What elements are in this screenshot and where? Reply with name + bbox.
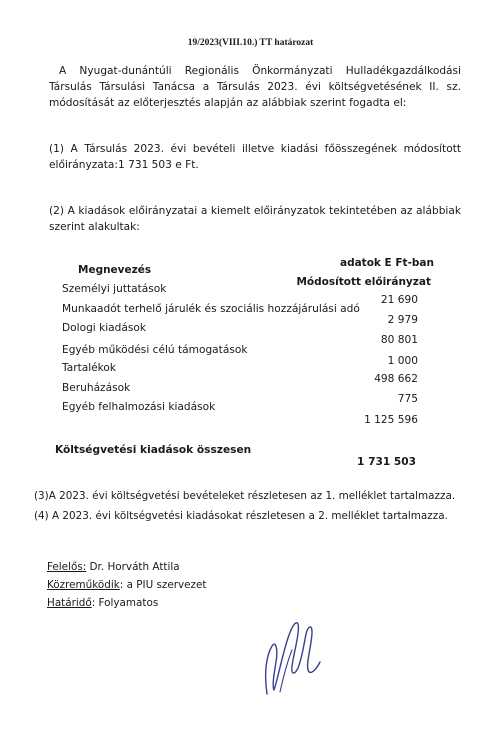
document-title: 19/2023(VIII.10.) TT határozat: [187, 38, 314, 48]
table-row-label: Tartalékok: [62, 362, 117, 374]
table-row-label: Egyéb felhalmozási kiadások: [62, 401, 216, 413]
deadline-line: [47, 597, 158, 609]
signature: [258, 604, 328, 696]
table-header-name: Megnevezés: [78, 264, 152, 276]
table-row-label: Személyi juttatások: [62, 283, 167, 295]
table-row-value: 498 662: [374, 373, 418, 385]
responsible-line: [47, 561, 180, 573]
table-header-value: Módosított előirányzat: [296, 276, 431, 288]
cooperator-line: [47, 579, 206, 591]
table-row-value: 2 979: [387, 314, 418, 326]
responsible-label: Felelős:: [47, 561, 87, 573]
table-row-value: 21 690: [380, 294, 418, 306]
table-row-label: Dologi kiadások: [62, 322, 147, 334]
table-row-label: Beruházások: [62, 382, 131, 394]
deadline-label: Határidő: [47, 597, 92, 609]
cooperator-value: : a PIU szervezet: [119, 579, 207, 591]
deadline-value: : Folyamatos: [91, 597, 159, 609]
table-row-label: Egyéb működési célú támogatások: [62, 344, 248, 356]
responsible-value: Dr. Horváth Attila: [86, 561, 180, 573]
table-row-value: 775: [397, 393, 418, 405]
point-1-paragraph: (1) A Társulás 2023. évi bevételi illetve kiadási főösszegének módosított előirányzata:1 731 503 e Ft.: [49, 143, 461, 171]
cooperator-label: Közreműködik: [47, 579, 120, 591]
point-4-paragraph: (4) A 2023. évi költségvetési kiadásokat részletesen a 2. melléklet tartalmazza.: [34, 510, 448, 522]
table-row-label: Munkaadót terhelő járulék és szociális hozzájárulási adó: [62, 303, 360, 315]
point-2-paragraph: (2) A kiadások előirányzatai a kiemelt előirányzatok tekintetében az alábbiak szerint alakultak:: [49, 205, 461, 233]
intro-paragraph: A Nyugat-dunántúli Regionális Önkormányzati Hulladékgazdálkodási Társulás Társulási Tanácsa a Társulás 2023. évi költségvetésének II. sz. módosítását az előterjesztés alapján az alábbiak szerint fogadta el:: [49, 65, 461, 109]
table-total-label: Költségvetési kiadások összesen: [55, 444, 252, 456]
table-total-value: 1 731 503: [357, 456, 416, 468]
table-unit-label: adatok E Ft-ban: [339, 257, 434, 269]
table-row-value: 1 000: [387, 355, 418, 367]
table-row-value: 1 125 596: [364, 414, 418, 426]
point-3-paragraph: (3)A 2023. évi költségvetési bevételeket részletesen az 1. melléklet tartalmazza.: [34, 490, 456, 502]
table-row-value: 80 801: [380, 334, 418, 346]
